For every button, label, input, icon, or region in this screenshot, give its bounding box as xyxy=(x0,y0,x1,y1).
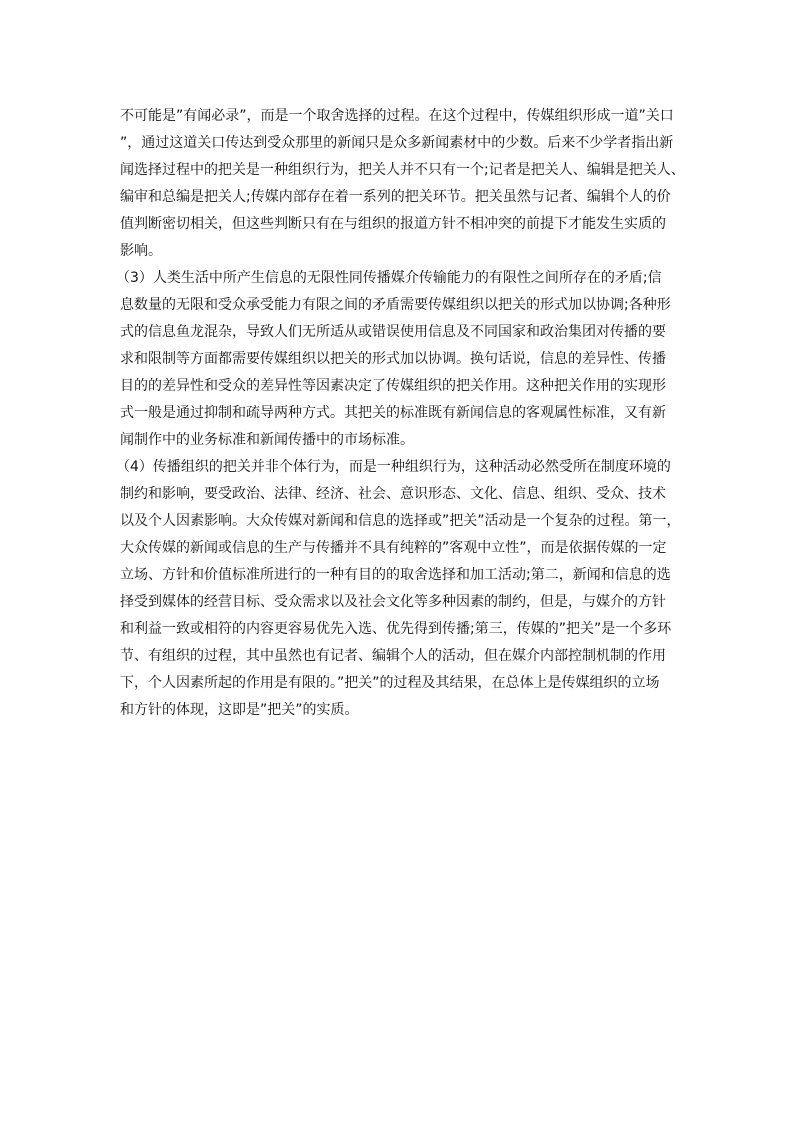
text-line: （3）人类生活中所产生信息的无限性同传播媒介传输能力的有限性之间所存在的矛盾;信 xyxy=(116,270,662,286)
text-line: 影响。 xyxy=(120,243,162,259)
text-line: （4）传播组织的把关并非个体行为，而是一种组织行为，这种活动必然受所在制度环境的 xyxy=(116,459,671,475)
document-page xyxy=(116,103,690,724)
text-line: 立场、方针和价值标准所进行的一种有目的的取舍选择和加工活动;第二，新闻和信息的选 xyxy=(120,567,671,583)
text-line: ”，通过这道关口传达到受众那里的新闻只是众多新闻素材中的少数。后来不少学者指出新 xyxy=(120,135,674,151)
text-line: 大众传媒的新闻或信息的生产与传播并不具有纯粹的”客观中立性”，而是依据传媒的一定 xyxy=(120,540,667,556)
text-line: 下，个人因素所起的作用是有限的。”把关”的过程及其结果，在总体上是传媒组织的立场 xyxy=(120,675,660,691)
text-line: 式一般是通过抑制和疏导两种方式。其把关的标准既有新闻信息的客观属性标准，又有新 xyxy=(120,405,666,421)
text-line: 编审和总编是把关人;传媒内部存在着一系列的把关环节。把关虽然与记者、编辑个人的价 xyxy=(120,189,671,205)
text-line: 和方针的体现，这即是”把关”的实质。 xyxy=(120,702,359,718)
text-line: 不可能是”有闻必录”，而是一个取舍选择的过程。在这个过程中，传媒组织形成一道”关口 xyxy=(120,108,674,124)
text-line: 节、有组织的过程，其中虽然也有记者、编辑个人的活动，但在媒介内部控制机制的作用 xyxy=(120,648,666,664)
paragraph-point-3 xyxy=(116,265,690,454)
text-line: 和利益一致或相符的内容更容易优先入选、优先得到传播;第三，传媒的”把关”是一个多环 xyxy=(120,621,672,637)
text-line: 息数量的无限和受众承受能力有限之间的矛盾需要传媒组织以把关的形式加以协调;各种形 xyxy=(120,297,671,313)
text-line: 闻制作中的业务标准和新闻传播中的市场标准。 xyxy=(120,432,414,448)
text-line: 求和限制等方面都需要传媒组织以把关的形式加以协调。换句话说，信息的差异性、传播 xyxy=(120,351,666,367)
text-line: 择受到媒体的经营目标、受众需求以及社会文化等多种因素的制约，但是，与媒介的方针 xyxy=(120,594,666,610)
text-line: 制约和影响，要受政治、法律、经济、社会、意识形态、文化、信息、组织、受众、技术 xyxy=(120,486,666,502)
text-line: 以及个人因素影响。大众传媒对新闻和信息的选择或”把关”活动是一个复杂的过程。第一， xyxy=(120,513,681,529)
text-line: 式的信息鱼龙混杂，导致人们无所适从或错误使用信息及不同国家和政治集团对传播的要 xyxy=(120,324,666,340)
paragraph-point-4 xyxy=(116,454,690,724)
text-line: 值判断密切相关，但这些判断只有在与组织的报道方针不相冲突的前提下才能发生实质的 xyxy=(120,216,666,232)
text-line: 目的的差异性和受众的差异性等因素决定了传媒组织的把关作用。这种把关作用的实现形 xyxy=(120,378,666,394)
paragraph-gatekeeping-process xyxy=(120,103,690,265)
text-line: 闻选择过程中的把关是一种组织行为，把关人并不只有一个;记者是把关人、编辑是把关人、 xyxy=(120,162,685,178)
